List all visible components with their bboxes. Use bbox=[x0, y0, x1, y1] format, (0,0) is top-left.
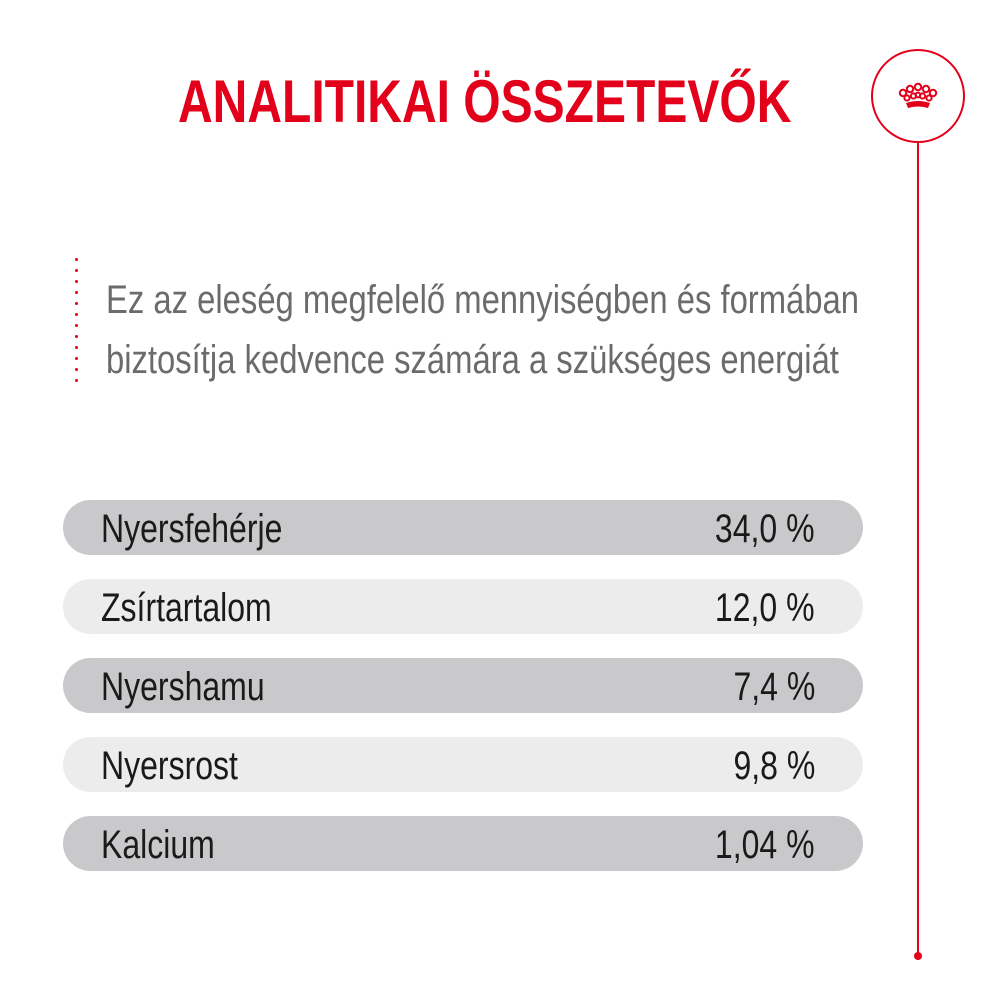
decorative-dotted-line bbox=[75, 258, 79, 394]
nutrient-label: Zsírtartalom bbox=[101, 586, 272, 630]
brand-logo bbox=[871, 49, 965, 143]
decorative-vertical-line bbox=[917, 142, 919, 956]
nutrient-row-ash bbox=[63, 658, 863, 713]
description-line-1: Ez az eleség megfelelő mennyiségben és formában bbox=[106, 278, 860, 322]
nutrient-value: 12,0 % bbox=[715, 586, 815, 630]
nutrient-row-fat bbox=[63, 579, 863, 634]
nutrient-value: 34,0 % bbox=[715, 507, 815, 551]
page-title: ANALITIKAI ÖSSZETEVŐK bbox=[178, 68, 792, 135]
nutrient-value: 7,4 % bbox=[733, 665, 815, 709]
nutrient-value: 9,8 % bbox=[733, 744, 815, 788]
nutrient-row-calcium bbox=[63, 816, 863, 871]
nutrient-value: 1,04 % bbox=[715, 823, 815, 867]
nutrient-label: Nyershamu bbox=[101, 665, 265, 709]
nutrient-row-fiber bbox=[63, 737, 863, 792]
decorative-end-dot bbox=[914, 952, 922, 960]
description bbox=[106, 270, 860, 390]
description-line-2: biztosítja kedvence számára a szükséges energiát bbox=[106, 338, 839, 382]
nutrient-label: Nyersrost bbox=[101, 744, 238, 788]
nutrient-label: Kalcium bbox=[101, 823, 215, 867]
nutrient-table bbox=[63, 500, 863, 895]
crown-icon bbox=[873, 51, 967, 145]
nutrient-row-protein bbox=[63, 500, 863, 555]
nutrient-label: Nyersfehérje bbox=[101, 507, 283, 551]
